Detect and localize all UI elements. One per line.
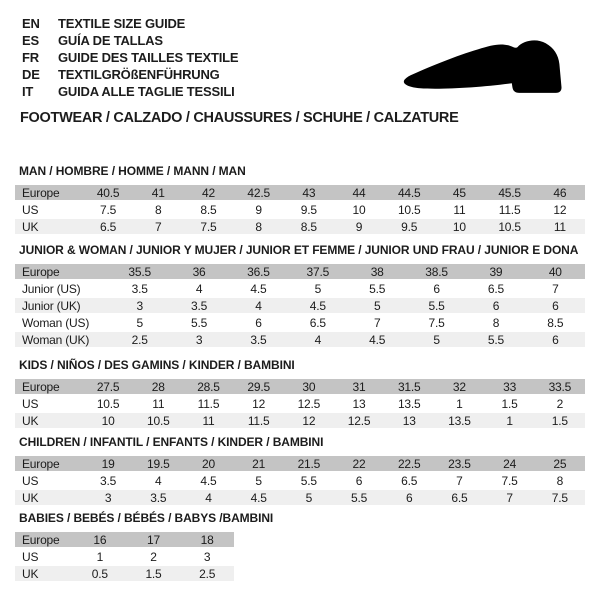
- size-cell: 11: [152, 396, 165, 411]
- size-cell: 24: [485, 456, 535, 471]
- size-cell: 36.5: [229, 264, 288, 279]
- size-cell: 5: [314, 281, 322, 296]
- table-row: [15, 332, 585, 347]
- size-cell: 6: [526, 298, 585, 313]
- size-cell: 38: [348, 264, 407, 279]
- size-cell: 10: [83, 413, 133, 428]
- language-code: IT: [22, 84, 34, 99]
- language-label: TEXTILE SIZE GUIDE: [58, 16, 186, 31]
- size-cell: 10.5: [96, 396, 120, 411]
- size-cell: 5: [284, 490, 334, 505]
- table-title: KIDS / NIÑOS / DES GAMINS / KINDER / BAMBINI: [19, 358, 295, 372]
- size-cell: 19.5: [133, 456, 183, 471]
- size-cell: 6: [255, 315, 262, 330]
- dress-shoe-silhouette: [404, 40, 562, 92]
- size-cell: 7: [552, 281, 559, 296]
- size-cell: 1: [456, 396, 463, 411]
- size-cell: 5.5: [191, 315, 208, 330]
- size-cell: 8.5: [200, 202, 217, 217]
- size-cell: 37.5: [288, 264, 347, 279]
- size-cell: 13: [352, 396, 366, 411]
- language-row: [22, 15, 600, 32]
- size-cell: 5.5: [466, 332, 525, 347]
- row-label: Woman (UK): [15, 332, 110, 347]
- row-label: US: [22, 202, 39, 217]
- dress-shoe-icon: [399, 36, 569, 94]
- size-cell: 5.5: [369, 281, 386, 296]
- size-cell: 2.5: [180, 566, 234, 581]
- size-guide-section-children: [15, 435, 600, 507]
- size-cell: 32: [434, 379, 484, 394]
- size-cell: 5: [348, 298, 407, 313]
- table-row: [15, 298, 585, 313]
- size-cell: 12.5: [297, 396, 321, 411]
- size-cell: 28: [133, 379, 183, 394]
- size-cell: 33: [485, 379, 535, 394]
- size-cell: 10.5: [397, 202, 421, 217]
- size-cell: 12: [284, 413, 334, 428]
- size-cell: 3.5: [100, 473, 117, 488]
- size-cell: 5.5: [407, 298, 466, 313]
- table-row: [15, 490, 585, 505]
- table-row: [15, 456, 585, 471]
- size-cell: 3.5: [169, 298, 228, 313]
- size-cell: 4.5: [348, 332, 407, 347]
- size-cell: 1.5: [501, 396, 518, 411]
- table-row: [15, 566, 234, 581]
- size-cell: 11: [535, 219, 585, 234]
- size-cell: 13: [384, 413, 434, 428]
- table-row: [15, 379, 585, 394]
- size-table-man: [15, 183, 585, 236]
- table-row: [15, 413, 585, 428]
- size-cell: 4.5: [234, 490, 284, 505]
- size-cell: 35.5: [110, 264, 169, 279]
- size-cell: 27.5: [83, 379, 133, 394]
- size-cell: 42: [183, 185, 233, 200]
- table-row: [15, 219, 585, 234]
- table-row: [15, 185, 585, 200]
- row-label: UK: [15, 490, 83, 505]
- language-code: FR: [22, 50, 39, 65]
- size-cell: 4.5: [288, 298, 347, 313]
- size-tables: [15, 164, 600, 583]
- size-cell: 22.5: [384, 456, 434, 471]
- size-cell: 3.5: [229, 332, 288, 347]
- table-row: [15, 315, 585, 330]
- size-cell: 6: [433, 281, 440, 296]
- size-cell: 11: [453, 202, 466, 217]
- row-label: Europe: [15, 379, 83, 394]
- size-cell: 7.5: [183, 219, 233, 234]
- size-cell: 5.5: [334, 490, 384, 505]
- row-label: UK: [15, 413, 83, 428]
- size-cell: 12: [252, 396, 266, 411]
- size-cell: 5: [136, 315, 143, 330]
- size-cell: 22: [334, 456, 384, 471]
- size-cell: 6.5: [401, 473, 418, 488]
- size-cell: 6: [384, 490, 434, 505]
- language-label: GUÍA DE TALLAS: [58, 33, 163, 48]
- size-cell: 5: [407, 332, 466, 347]
- size-cell: 10: [434, 219, 484, 234]
- size-cell: 6.5: [487, 281, 504, 296]
- table-row: [15, 549, 234, 564]
- size-cell: 28.5: [183, 379, 233, 394]
- size-cell: 23.5: [434, 456, 484, 471]
- size-cell: 1: [485, 413, 535, 428]
- language-label: GUIDA ALLE TAGLIE TESSILI: [58, 84, 235, 99]
- table-title: JUNIOR & WOMAN / JUNIOR Y MUJER / JUNIOR ET FEMME / JUNIOR UND FRAU / JUNIOR E DONA: [19, 243, 579, 257]
- size-cell: 7: [485, 490, 535, 505]
- row-label: US: [22, 396, 39, 411]
- size-cell: 45.5: [485, 185, 535, 200]
- size-cell: 21.5: [284, 456, 334, 471]
- size-cell: 42.5: [234, 185, 284, 200]
- size-cell: 40.5: [83, 185, 133, 200]
- size-cell: 30: [284, 379, 334, 394]
- table-title: BABIES / BEBÉS / BÉBÉS / BABYS /BAMBINI: [19, 511, 274, 525]
- size-cell: 3: [169, 332, 228, 347]
- size-cell: 29.5: [234, 379, 284, 394]
- table-row: [15, 473, 585, 488]
- language-code: EN: [22, 16, 40, 31]
- size-cell: 25: [535, 456, 585, 471]
- table-title: CHILDREN / INFANTIL / ENFANTS / KINDER / BAMBINI: [19, 435, 324, 449]
- size-cell: 38.5: [407, 264, 466, 279]
- size-cell: 3.5: [131, 281, 148, 296]
- row-label: Woman (US): [22, 315, 90, 330]
- row-label: US: [22, 473, 39, 488]
- size-cell: 6: [526, 332, 585, 347]
- size-cell: 39: [466, 264, 525, 279]
- size-cell: 10.5: [133, 413, 183, 428]
- size-cell: 46: [535, 185, 585, 200]
- size-cell: 9: [255, 202, 262, 217]
- size-cell: 3.5: [133, 490, 183, 505]
- size-cell: 12.5: [334, 413, 384, 428]
- size-cell: 7: [133, 219, 183, 234]
- size-cell: 3: [110, 298, 169, 313]
- size-cell: 1.5: [127, 566, 181, 581]
- language-code: ES: [22, 33, 39, 48]
- row-label: Junior (US): [22, 281, 81, 296]
- size-table-babies: [15, 530, 234, 583]
- size-cell: 6: [355, 473, 363, 488]
- size-cell: 7: [373, 315, 381, 330]
- size-cell: 31: [334, 379, 384, 394]
- size-guide-section-babies: [15, 511, 600, 583]
- size-cell: 13.5: [397, 396, 421, 411]
- row-label: Europe: [15, 264, 110, 279]
- size-cell: 6.5: [434, 490, 484, 505]
- size-cell: 16: [73, 532, 127, 547]
- size-cell: 5.5: [300, 473, 317, 488]
- size-cell: 3: [83, 490, 133, 505]
- size-cell: 4: [229, 298, 288, 313]
- size-cell: 9: [334, 219, 384, 234]
- size-cell: 3: [203, 549, 211, 564]
- size-cell: 13.5: [434, 413, 484, 428]
- size-table-kids: [15, 377, 585, 430]
- size-table-children: [15, 454, 585, 507]
- language-code: DE: [22, 67, 40, 82]
- size-cell: 10: [352, 202, 366, 217]
- table-row: [15, 281, 585, 296]
- language-label: TEXTILGRÖßENFÜHRUNG: [58, 67, 220, 82]
- size-cell: 31.5: [384, 379, 434, 394]
- table-row: [15, 532, 234, 547]
- row-label: US: [22, 549, 39, 564]
- size-cell: 11.5: [498, 202, 521, 217]
- size-cell: 4: [155, 473, 162, 488]
- size-guide-section-junior-woman: [15, 243, 600, 349]
- size-cell: 2: [150, 549, 157, 564]
- size-cell: 4.5: [200, 473, 217, 488]
- size-cell: 43: [284, 185, 334, 200]
- size-guide-section-man: [15, 164, 600, 236]
- size-cell: 7: [456, 473, 463, 488]
- size-cell: 8: [492, 315, 500, 330]
- size-cell: 7.5: [100, 202, 117, 217]
- size-cell: 33.5: [535, 379, 585, 394]
- size-cell: 8.5: [284, 219, 334, 234]
- size-cell: 2: [556, 396, 564, 411]
- size-cell: 8: [155, 202, 162, 217]
- size-cell: 0.5: [73, 566, 127, 581]
- size-cell: 45: [434, 185, 484, 200]
- table-row: [15, 202, 585, 217]
- size-cell: 36: [169, 264, 228, 279]
- row-label: Junior (UK): [15, 298, 110, 313]
- size-cell: 4: [195, 281, 203, 296]
- row-label: UK: [15, 566, 73, 581]
- size-cell: 6: [466, 298, 525, 313]
- size-cell: 8.5: [547, 315, 564, 330]
- row-label: UK: [15, 219, 83, 234]
- size-cell: 7.5: [428, 315, 445, 330]
- category-line: FOOTWEAR / CALZADO / CHAUSSURES / SCHUHE / CALZATURE: [20, 110, 459, 126]
- size-cell: 11.5: [197, 396, 220, 411]
- row-label: Europe: [15, 532, 73, 547]
- size-cell: 12: [553, 202, 567, 217]
- size-cell: 4.5: [250, 281, 267, 296]
- row-label: Europe: [15, 456, 83, 471]
- size-cell: 5: [255, 473, 262, 488]
- table-row: [15, 396, 585, 411]
- size-cell: 44.5: [384, 185, 434, 200]
- size-cell: 2.5: [110, 332, 169, 347]
- size-cell: 21: [234, 456, 284, 471]
- size-cell: 44: [334, 185, 384, 200]
- table-row: [15, 264, 585, 279]
- size-cell: 9.5: [384, 219, 434, 234]
- table-title: MAN / HOMBRE / HOMME / MANN / MAN: [19, 164, 246, 178]
- size-cell: 7.5: [501, 473, 518, 488]
- size-cell: 7.5: [535, 490, 585, 505]
- row-label: Europe: [15, 185, 83, 200]
- size-cell: 1: [96, 549, 104, 564]
- size-cell: 11: [183, 413, 233, 428]
- size-cell: 4: [183, 490, 233, 505]
- size-table-junior-woman: [15, 262, 585, 349]
- size-cell: 41: [133, 185, 183, 200]
- size-cell: 6.5: [83, 219, 133, 234]
- size-cell: 9.5: [300, 202, 317, 217]
- size-cell: 19: [83, 456, 133, 471]
- language-label: GUIDE DES TAILLES TEXTILE: [58, 50, 239, 65]
- size-cell: 8: [234, 219, 284, 234]
- size-cell: 8: [556, 473, 564, 488]
- size-cell: 6.5: [309, 315, 326, 330]
- size-guide-section-kids: [15, 358, 600, 430]
- size-cell: 40: [526, 264, 585, 279]
- size-cell: 4: [288, 332, 347, 347]
- size-cell: 11.5: [234, 413, 284, 428]
- size-cell: 1.5: [535, 413, 585, 428]
- size-cell: 10.5: [485, 219, 535, 234]
- size-cell: 17: [127, 532, 181, 547]
- size-cell: 20: [183, 456, 233, 471]
- size-cell: 18: [180, 532, 234, 547]
